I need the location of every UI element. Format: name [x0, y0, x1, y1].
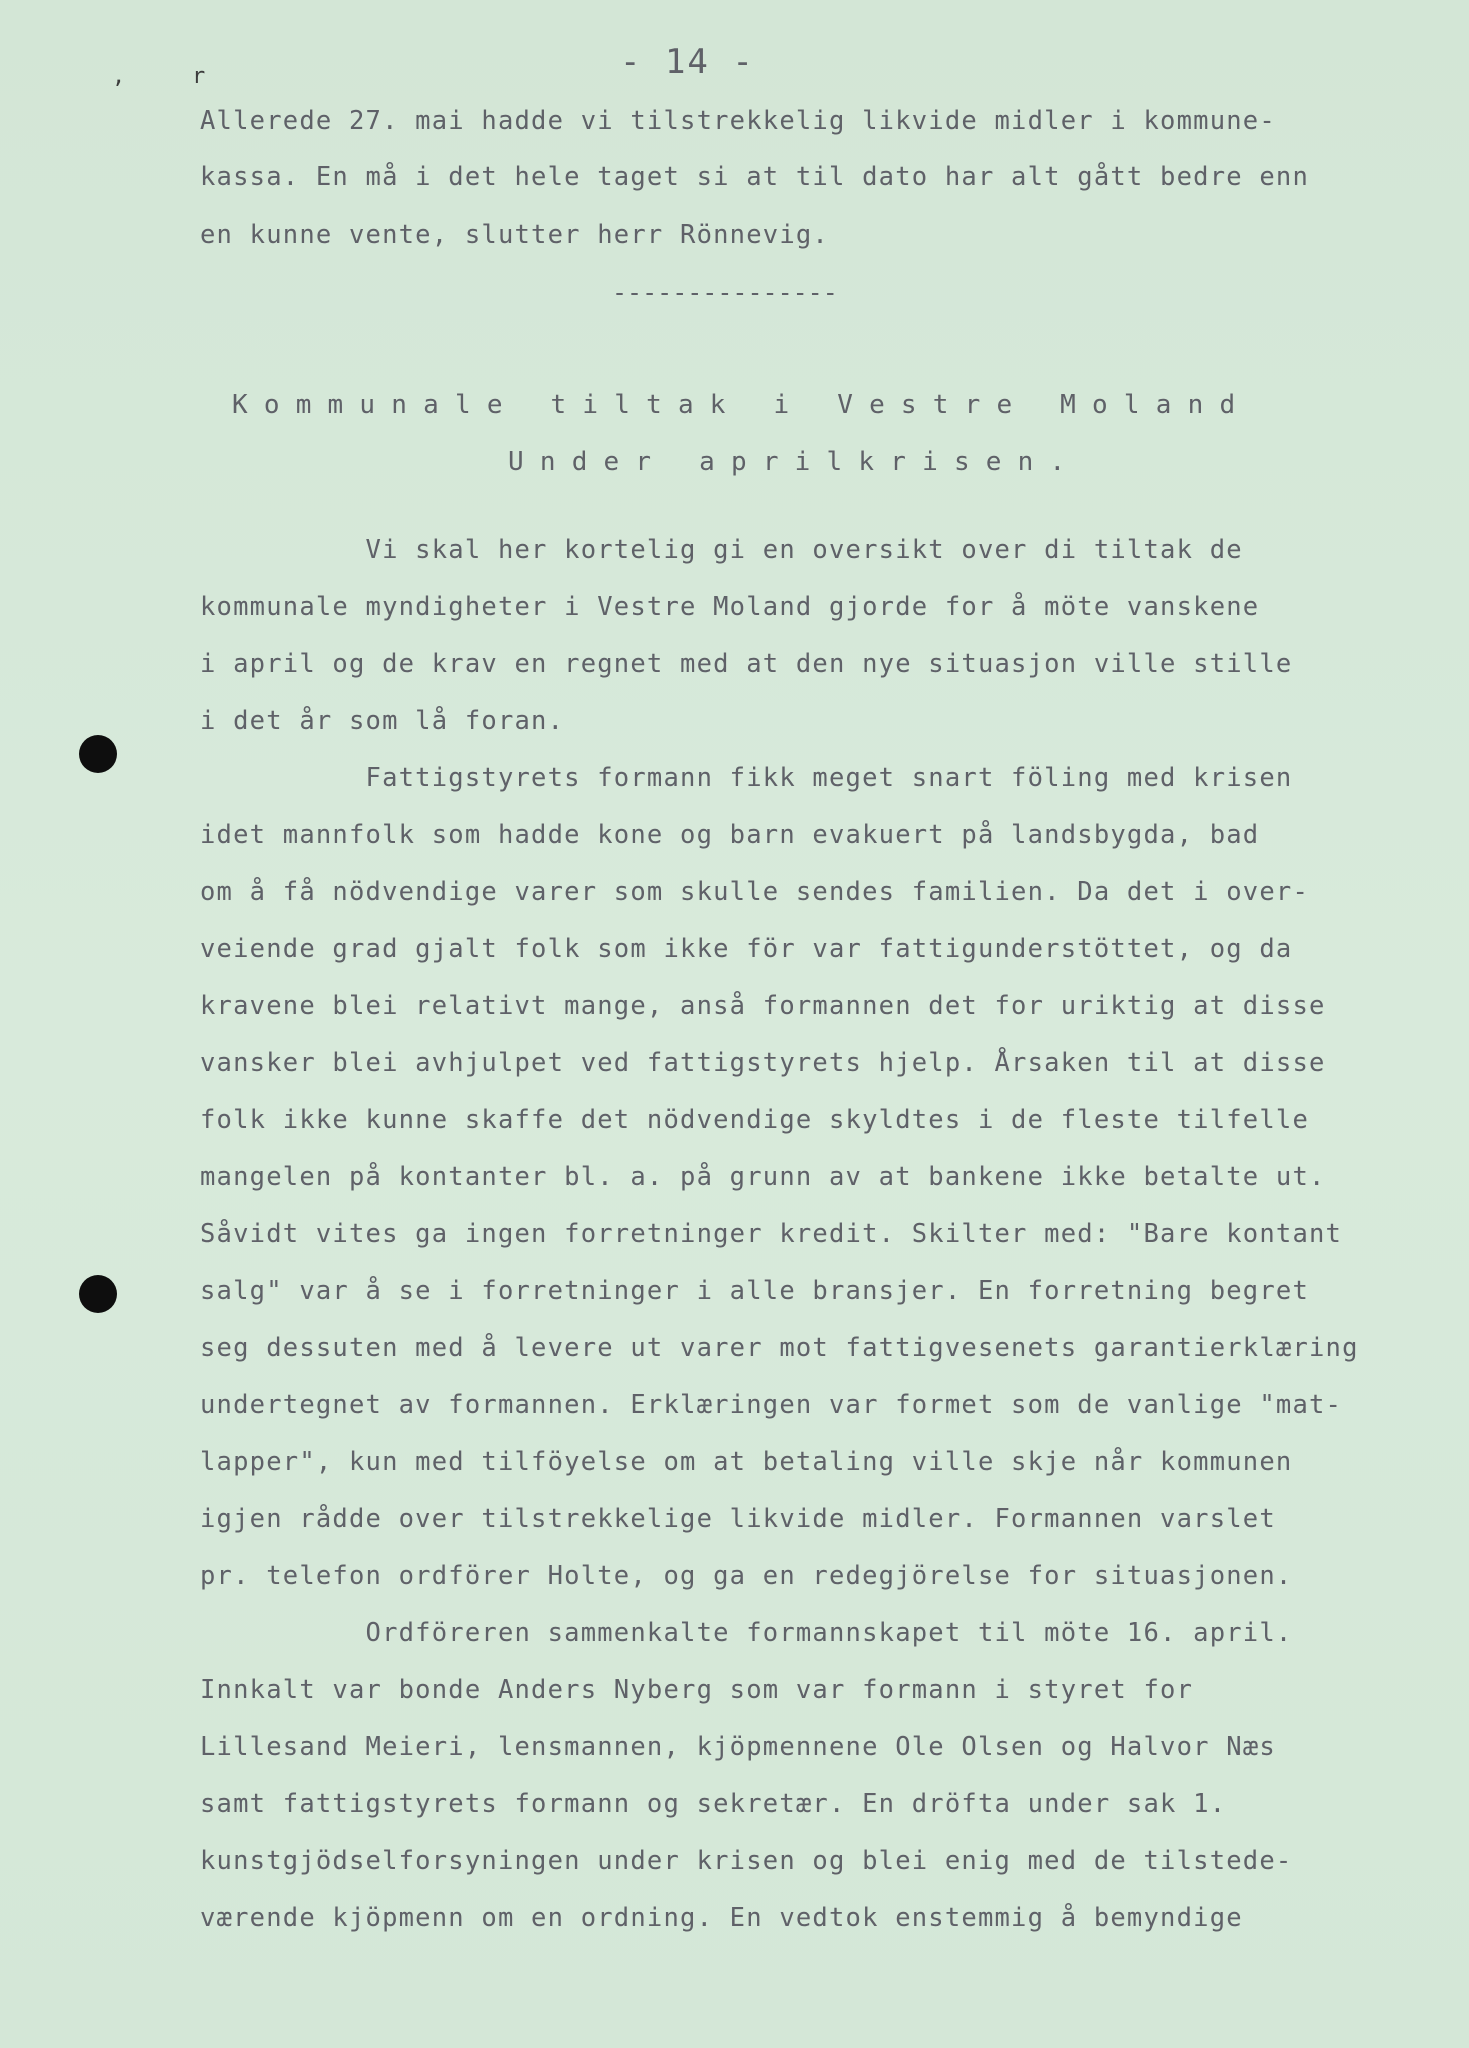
text-line: folk ikke kunne skaffe det nödvendige skyldtes i de fleste tilfelle: [200, 1105, 1310, 1135]
text-line: seg dessuten med å levere ut varer mot fattigvesenets garantierklæring: [200, 1333, 1359, 1363]
margin-mark-2: r: [192, 64, 206, 89]
page-number: - 14 -: [620, 42, 755, 82]
text-line: værende kjöpmenn om en ordning. En vedtok enstemmig å bemyndige: [200, 1903, 1243, 1933]
text-line: salg" var å se i forretninger i alle bransjer. En forretning begret: [200, 1276, 1310, 1306]
text-line: i det år som lå foran.: [200, 706, 565, 736]
text-line: Allerede 27. mai hadde vi tilstrekkelig likvide midler i kommune-: [200, 106, 1276, 136]
text-line: Fattigstyrets formann fikk meget snart föling med krisen: [200, 763, 1293, 793]
text-line: Vi skal her kortelig gi en oversikt over di tiltak de: [200, 535, 1243, 565]
text-line: om å få nödvendige varer som skulle sendes familien. Da det i over-: [200, 877, 1310, 907]
text-line: kravene blei relativt mange, anså formannen det for uriktig at disse: [200, 991, 1326, 1021]
text-line: pr. telefon ordförer Holte, og ga en redegjörelse for situasjonen.: [200, 1561, 1293, 1591]
text-line: undertegnet av formannen. Erklæringen var formet som de vanlige "mat-: [200, 1390, 1343, 1420]
margin-mark-1: ,: [112, 64, 126, 89]
text-line: lapper", kun med tilföyelse om at betaling ville skje når kommunen: [200, 1447, 1293, 1477]
punch-hole-upper: [79, 735, 117, 773]
separator-line: ---------------: [612, 278, 838, 307]
text-line: Såvidt vites ga ingen forretninger kredit. Skilter med: "Bare kontant: [200, 1219, 1343, 1249]
text-line: veiende grad gjalt folk som ikke för var fattigunderstöttet, og da: [200, 934, 1293, 964]
text-line: samt fattigstyrets formann og sekretær. En dröfta under sak 1.: [200, 1789, 1227, 1819]
punch-hole-lower: [79, 1275, 117, 1313]
text-line: mangelen på kontanter bl. a. på grunn av at bankene ikke betalte ut.: [200, 1162, 1326, 1192]
text-line: kommunale myndigheter i Vestre Moland gjorde for å möte vanskene: [200, 592, 1260, 622]
text-line: kassa. En må i det hele taget si at til dato har alt gått bedre enn: [200, 162, 1310, 192]
text-line: en kunne vente, slutter herr Rönnevig.: [200, 220, 829, 250]
text-line: Lillesand Meieri, lensmannen, kjöpmennene Ole Olsen og Halvor Næs: [200, 1732, 1276, 1762]
heading-line-1: Kommunale tiltak i Vestre Moland: [232, 390, 1252, 420]
text-line: Ordföreren sammenkalte formannskapet til möte 16. april.: [200, 1618, 1293, 1648]
text-line: vansker blei avhjulpet ved fattigstyrets hjelp. Årsaken til at disse: [200, 1048, 1326, 1078]
text-line: idet mannfolk som hadde kone og barn evakuert på landsbygda, bad: [200, 820, 1260, 850]
heading-line-2: Under aprilkrisen.: [508, 447, 1082, 477]
text-line: igjen rådde over tilstrekkelige likvide midler. Formannen varslet: [200, 1504, 1276, 1534]
text-line: kunstgjödselforsyningen under krisen og blei enig med de tilstede-: [200, 1846, 1293, 1876]
text-line: Innkalt var bonde Anders Nyberg som var formann i styret for: [200, 1675, 1194, 1705]
text-line: i april og de krav en regnet med at den nye situasjon ville stille: [200, 649, 1293, 679]
